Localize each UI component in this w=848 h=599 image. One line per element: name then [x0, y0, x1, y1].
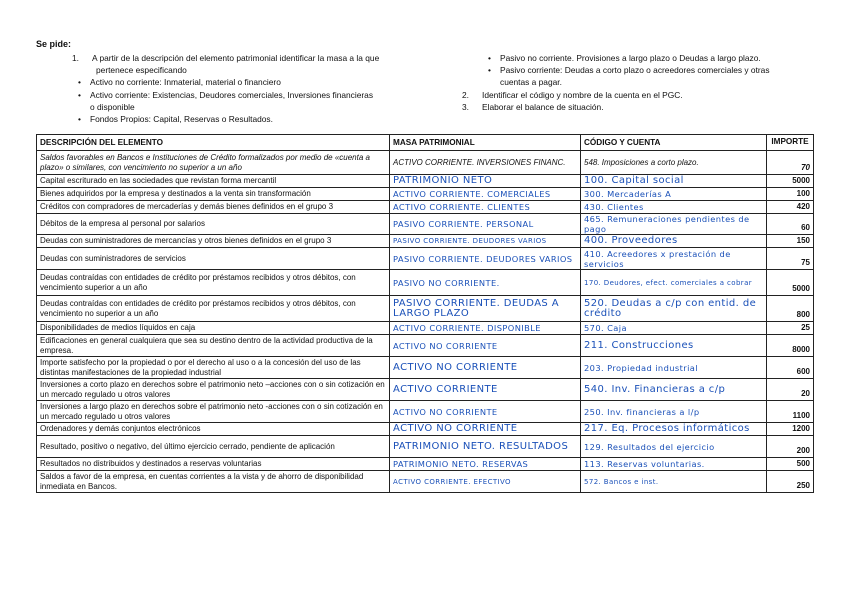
instructions-right — [462, 52, 802, 113]
table-row — [37, 296, 814, 322]
bullet-icon: • — [78, 89, 81, 100]
row-codigo-cuenta: 465. Remuneraciones pendientes de pago — [581, 214, 767, 235]
bullet-activo-corriente — [52, 89, 412, 101]
row-description: Deudas contraídas con entidades de crédito por préstamos recibidos y otros débitos, con vencimiento no superior a un año — [37, 296, 390, 322]
row-masa-patrimonial: PATRIMONIO NETO — [390, 175, 581, 188]
header-importe: IMPORTE — [767, 135, 814, 151]
table-row — [37, 188, 814, 201]
row-importe: 25 — [767, 322, 814, 335]
row-masa-patrimonial: PASIVO CORRIENTE. DEUDAS A LARGO PLAZO — [390, 296, 581, 322]
row-importe: 600 — [767, 357, 814, 379]
row-description: Resultado, positivo o negativo, del último ejercicio cerrado, pendiente de aplicación — [37, 436, 390, 458]
row-description: Saldos a favor de la empresa, en cuentas corrientes a la vista y de ahorro de disponibilidad inmediata en Bancos. — [37, 471, 390, 493]
row-description: Inversiones a largo plazo en derechos sobre el patrimonio neto -acciones con o sin cotización en un mercado regulado u otros valores — [37, 401, 390, 423]
row-importe: 75 — [767, 248, 814, 270]
bullet-activo-no-corriente — [52, 76, 412, 88]
instruction-1 — [52, 52, 412, 64]
bullet-pasivo-no-corriente — [462, 52, 802, 64]
bullet-text: cuentas a pagar. — [500, 77, 562, 88]
row-codigo-cuenta: 250. Inv. financieras a l/p — [581, 401, 767, 423]
row-description: Capital escriturado en las sociedades que revistan forma mercantil — [37, 175, 390, 188]
row-importe: 420 — [767, 201, 814, 214]
row-description: Resultados no distribuidos y destinados a reservas voluntarias — [37, 458, 390, 471]
instructions-left — [52, 52, 412, 125]
row-masa-patrimonial: PASIVO CORRIENTE. DEUDORES VARIOS — [390, 235, 581, 248]
row-codigo-cuenta: 129. Resultados del ejercicio — [581, 436, 767, 458]
bullet-pasivo-corriente — [462, 64, 802, 76]
row-masa-patrimonial: ACTIVO CORRIENTE — [390, 379, 581, 401]
table-row — [37, 458, 814, 471]
row-description: Edificaciones en general cualquiera que sea su destino dentro de la actividad productiva de la empresa. — [37, 335, 390, 357]
table-row — [37, 248, 814, 270]
row-codigo-cuenta: 548. Imposiciones a corto plazo. — [581, 151, 767, 175]
header-masa: MASA PATRIMONIAL — [390, 135, 581, 151]
row-importe: 60 — [767, 214, 814, 235]
instruction-1-text: A partir de la descripción del elemento patrimonial identificar la masa a la que — [92, 53, 380, 63]
row-description: Créditos con compradores de mercaderías y demás bienes definidos en el grupo 3 — [37, 201, 390, 214]
row-codigo-cuenta: 400. Proveedores — [581, 235, 767, 248]
table-row — [37, 471, 814, 493]
row-importe: 150 — [767, 235, 814, 248]
row-masa-patrimonial: ACTIVO CORRIENTE. COMERCIALES — [390, 188, 581, 201]
row-codigo-cuenta: 520. Deudas a c/p con entid. de crédito — [581, 296, 767, 322]
row-codigo-cuenta: 203. Propiedad industrial — [581, 357, 767, 379]
row-description: Ordenadores y demás conjuntos electrónicos — [37, 423, 390, 436]
row-masa-patrimonial: PASIVO CORRIENTE. PERSONAL — [390, 214, 581, 235]
row-masa-patrimonial: ACTIVO CORRIENTE. EFECTIVO — [390, 471, 581, 493]
row-importe: 800 — [767, 296, 814, 322]
row-codigo-cuenta: 572. Bancos e inst. — [581, 471, 767, 493]
row-description: Disponibilidades de medios líquidos en caja — [37, 322, 390, 335]
table-row — [37, 235, 814, 248]
header-descripcion: DESCRIPCIÓN DEL ELEMENTO — [37, 135, 390, 151]
row-importe: 1200 — [767, 423, 814, 436]
row-importe: 70 — [767, 151, 814, 175]
row-importe: 5000 — [767, 175, 814, 188]
bullet-activo-corriente-cont — [52, 101, 412, 113]
accounts-table — [36, 134, 814, 493]
instruction-2-text: Identificar el código y nombre de la cuenta en el PGC. — [482, 89, 683, 100]
row-importe: 1100 — [767, 401, 814, 423]
bullet-text: o disponible — [90, 101, 135, 112]
row-masa-patrimonial: ACTIVO CORRIENTE. INVERSIONES FINANC. — [390, 151, 581, 175]
row-description: Débitos de la empresa al personal por salarios — [37, 214, 390, 235]
bullet-text: Pasivo corriente: Deudas a corto plazo o acreedores comerciales y otras — [500, 65, 770, 76]
row-importe: 5000 — [767, 270, 814, 296]
row-codigo-cuenta: 570. Caja — [581, 322, 767, 335]
row-codigo-cuenta: 100. Capital social — [581, 175, 767, 188]
row-codigo-cuenta: 170. Deudores, efect. comerciales a cobrar — [581, 270, 767, 296]
row-importe: 100 — [767, 188, 814, 201]
num-1: 1. — [72, 53, 79, 63]
header-label — [36, 38, 71, 51]
bullet-text: Fondos Propios: Capital, Reservas o Resultados. — [90, 114, 273, 125]
row-importe: 200 — [767, 436, 814, 458]
table-row — [37, 335, 814, 357]
row-codigo-cuenta: 113. Reservas voluntarias. — [581, 458, 767, 471]
bullet-text: Activo corriente: Existencias, Deudores comerciales, Inversiones financieras — [90, 89, 374, 100]
row-codigo-cuenta: 540. Inv. Financieras a c/p — [581, 379, 767, 401]
row-description: Inversiones a corto plazo en derechos sobre el patrimonio neto –acciones con o sin cotización en un mercado regulado u otros valores — [37, 379, 390, 401]
row-codigo-cuenta: 410. Acreedores x prestación de servicios — [581, 248, 767, 270]
row-masa-patrimonial: PASIVO CORRIENTE. DEUDORES VARIOS — [390, 248, 581, 270]
row-masa-patrimonial: ACTIVO CORRIENTE. DISPONIBLE — [390, 322, 581, 335]
bullet-icon: • — [488, 53, 491, 63]
table-row — [37, 151, 814, 175]
row-importe: 500 — [767, 458, 814, 471]
bullet-fondos-propios — [52, 113, 412, 125]
table-header-row — [37, 135, 814, 151]
row-importe: 20 — [767, 379, 814, 401]
instruction-2 — [462, 89, 802, 101]
instruction-3 — [462, 101, 802, 113]
row-codigo-cuenta: 430. Clientes — [581, 201, 767, 214]
row-masa-patrimonial: ACTIVO CORRIENTE. CLIENTES — [390, 201, 581, 214]
bullet-text: Pasivo no corriente. Provisiones a largo plazo o Deudas a largo plazo. — [500, 53, 761, 63]
bullet-icon: • — [488, 65, 491, 76]
row-importe: 8000 — [767, 335, 814, 357]
table-row — [37, 270, 814, 296]
row-description: Importe satisfecho por la propiedad o por el derecho al uso o a la concesión del uso de las distintas manifestaciones de la propiedad industrial — [37, 357, 390, 379]
se-pide-label: Se pide: — [36, 39, 72, 49]
row-description: Deudas contraídas con entidades de crédito por préstamos recibidos y otros débitos, con vencimiento superior a un año — [37, 270, 390, 296]
table-row — [37, 423, 814, 436]
table-row — [37, 436, 814, 458]
row-codigo-cuenta: 300. Mercaderías A — [581, 188, 767, 201]
row-description: Deudas con suministradores de servicios — [37, 248, 390, 270]
table-row — [37, 357, 814, 379]
bullet-text: Activo no corriente: Inmaterial, material o financiero — [90, 77, 281, 88]
header-codigo: CÓDIGO Y CUENTA — [581, 135, 767, 151]
table-row — [37, 322, 814, 335]
table-row — [37, 401, 814, 423]
row-masa-patrimonial: ACTIVO NO CORRIENTE — [390, 357, 581, 379]
bullet-icon: • — [78, 77, 81, 88]
row-importe: 250 — [767, 471, 814, 493]
row-description: Saldos favorables en Bancos e Instituciones de Crédito formalizados por medio de «cuenta a plazo» o similares, con vencimiento no superior a un año — [37, 151, 390, 175]
num-3: 3. — [462, 101, 469, 112]
bullet-pasivo-corriente-cont — [462, 76, 802, 88]
table-row — [37, 379, 814, 401]
table-row — [37, 214, 814, 235]
num-2: 2. — [462, 89, 469, 100]
table-row — [37, 201, 814, 214]
row-masa-patrimonial: ACTIVO NO CORRIENTE — [390, 335, 581, 357]
row-codigo-cuenta: 211. Construcciones — [581, 335, 767, 357]
row-masa-patrimonial: PATRIMONIO NETO. RESULTADOS — [390, 436, 581, 458]
table-row — [37, 175, 814, 188]
bullet-icon: • — [78, 114, 81, 125]
row-masa-patrimonial: ACTIVO NO CORRIENTE — [390, 401, 581, 423]
instruction-3-text: Elaborar el balance de situación. — [482, 101, 604, 112]
row-masa-patrimonial: PASIVO NO CORRIENTE. — [390, 270, 581, 296]
row-codigo-cuenta: 217. Eq. Procesos informáticos — [581, 423, 767, 436]
row-description: Deudas con suministradores de mercancías y otros bienes definidos en el grupo 3 — [37, 235, 390, 248]
instruction-1-cont: pertenece especificando — [96, 65, 187, 76]
row-masa-patrimonial: PATRIMONIO NETO. RESERVAS — [390, 458, 581, 471]
row-masa-patrimonial: ACTIVO NO CORRIENTE — [390, 423, 581, 436]
row-description: Bienes adquiridos por la empresa y destinados a la venta sin transformación — [37, 188, 390, 201]
